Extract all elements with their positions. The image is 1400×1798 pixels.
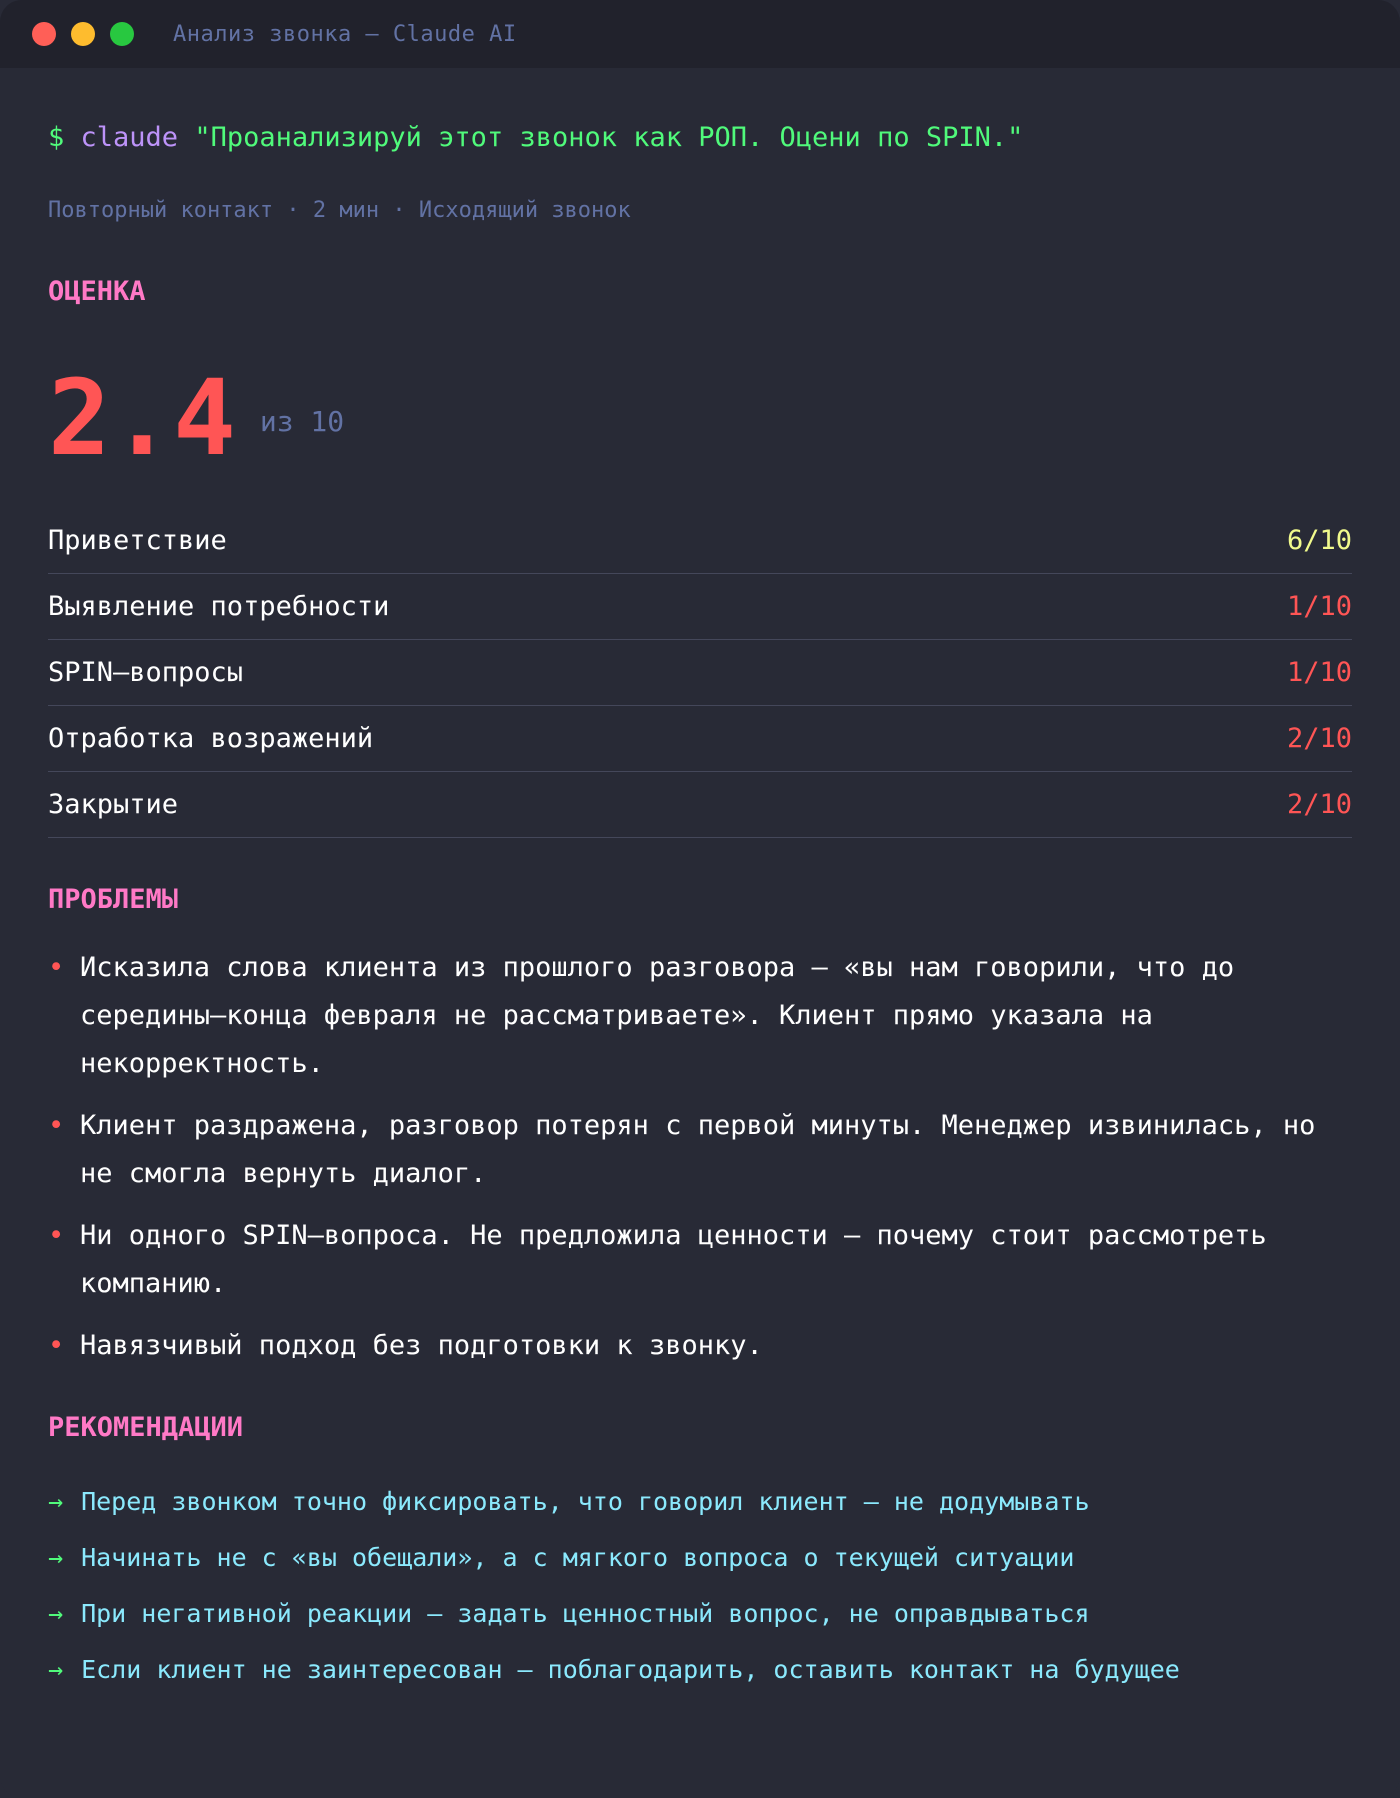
criteria-row <box>48 706 1352 772</box>
criteria-row <box>48 772 1352 838</box>
criteria-label: Приветствие <box>48 525 227 556</box>
bullet-icon: • <box>48 1220 65 1251</box>
recommendations-section-title: РЕКОМЕНДАЦИИ <box>48 1412 244 1443</box>
recommendation-item <box>48 1530 1352 1586</box>
maximize-window-button[interactable] <box>110 22 134 46</box>
arrow-right-icon: → <box>48 1487 64 1516</box>
bullet-icon: • <box>48 1330 65 1361</box>
score-value: 2.4 <box>48 357 236 479</box>
command-line <box>48 120 1352 156</box>
problem-item <box>48 944 1352 1088</box>
title-bar <box>0 0 1400 68</box>
criteria-label: Закрытие <box>48 789 179 820</box>
problem-text: Ни одного SPIN–вопроса. Не предложила ценности — почему стоит рассмотреть компанию. <box>80 1220 1267 1299</box>
criteria-value: 6/10 <box>1286 525 1352 556</box>
criteria-label: SPIN–вопросы <box>48 657 244 688</box>
window-title: Анализ звонка — Claude AI <box>173 21 517 47</box>
recommendation-item <box>48 1586 1352 1642</box>
criteria-value: 2/10 <box>1286 789 1352 820</box>
score-section-title: ОЦЕНКА <box>48 276 146 307</box>
problem-item <box>48 1322 1352 1370</box>
arrow-right-icon: → <box>48 1655 64 1684</box>
problem-text: Навязчивый подход без подготовки к звонку. <box>80 1330 763 1361</box>
overall-score <box>48 357 1352 479</box>
call-meta: Повторный контакт · 2 мин · Исходящий звонок <box>48 198 631 223</box>
score-out-of: из 10 <box>259 405 345 438</box>
arrow-right-icon: → <box>48 1599 64 1628</box>
recommendation-text: Если клиент не заинтересован — поблагодарить, оставить контакт на будущее <box>81 1655 1180 1684</box>
criteria-value: 2/10 <box>1286 723 1352 754</box>
recommendation-text: Начинать не с «вы обещали», а с мягкого вопроса о текущей ситуации <box>81 1543 1075 1572</box>
criteria-row <box>48 574 1352 640</box>
recommendation-text: Перед звонком точно фиксировать, что говорил клиент — не додумывать <box>81 1487 1090 1516</box>
problems-section-title: ПРОБЛЕМЫ <box>48 884 179 915</box>
criteria-label: Выявление потребности <box>48 591 390 622</box>
close-window-button[interactable] <box>32 22 56 46</box>
command-argument: "Проанализируй этот звонок как РОП. Оцени по SPIN." <box>194 122 1024 153</box>
problem-text: Клиент раздражена, разговор потерян с первой минуты. Менеджер извинилась, но не смогла вернуть диалог. <box>80 1110 1316 1189</box>
recommendation-item <box>48 1642 1352 1698</box>
arrow-right-icon: → <box>48 1543 64 1572</box>
recommendations-list <box>48 1474 1352 1698</box>
criteria-value: 1/10 <box>1286 591 1352 622</box>
command-program: claude <box>80 122 179 153</box>
criteria-value: 1/10 <box>1286 657 1352 688</box>
recommendation-item <box>48 1474 1352 1530</box>
criteria-list <box>48 508 1352 838</box>
bullet-icon: • <box>48 952 65 983</box>
problem-item <box>48 1102 1352 1198</box>
criteria-row <box>48 508 1352 574</box>
recommendation-text: При негативной реакции — задать ценностный вопрос, не оправдываться <box>81 1599 1090 1628</box>
problems-list <box>48 944 1352 1370</box>
problem-item <box>48 1212 1352 1308</box>
criteria-row <box>48 640 1352 706</box>
terminal-content <box>0 120 1400 1698</box>
bullet-icon: • <box>48 1110 65 1141</box>
minimize-window-button[interactable] <box>71 22 95 46</box>
criteria-label: Отработка возражений <box>48 723 374 754</box>
problem-text: Исказила слова клиента из прошлого разговора — «вы нам говорили, что до середины–конца февраля не рассматриваете». Клиент прямо указала на некорректность. <box>80 952 1235 1079</box>
prompt-symbol: $ <box>48 122 65 153</box>
